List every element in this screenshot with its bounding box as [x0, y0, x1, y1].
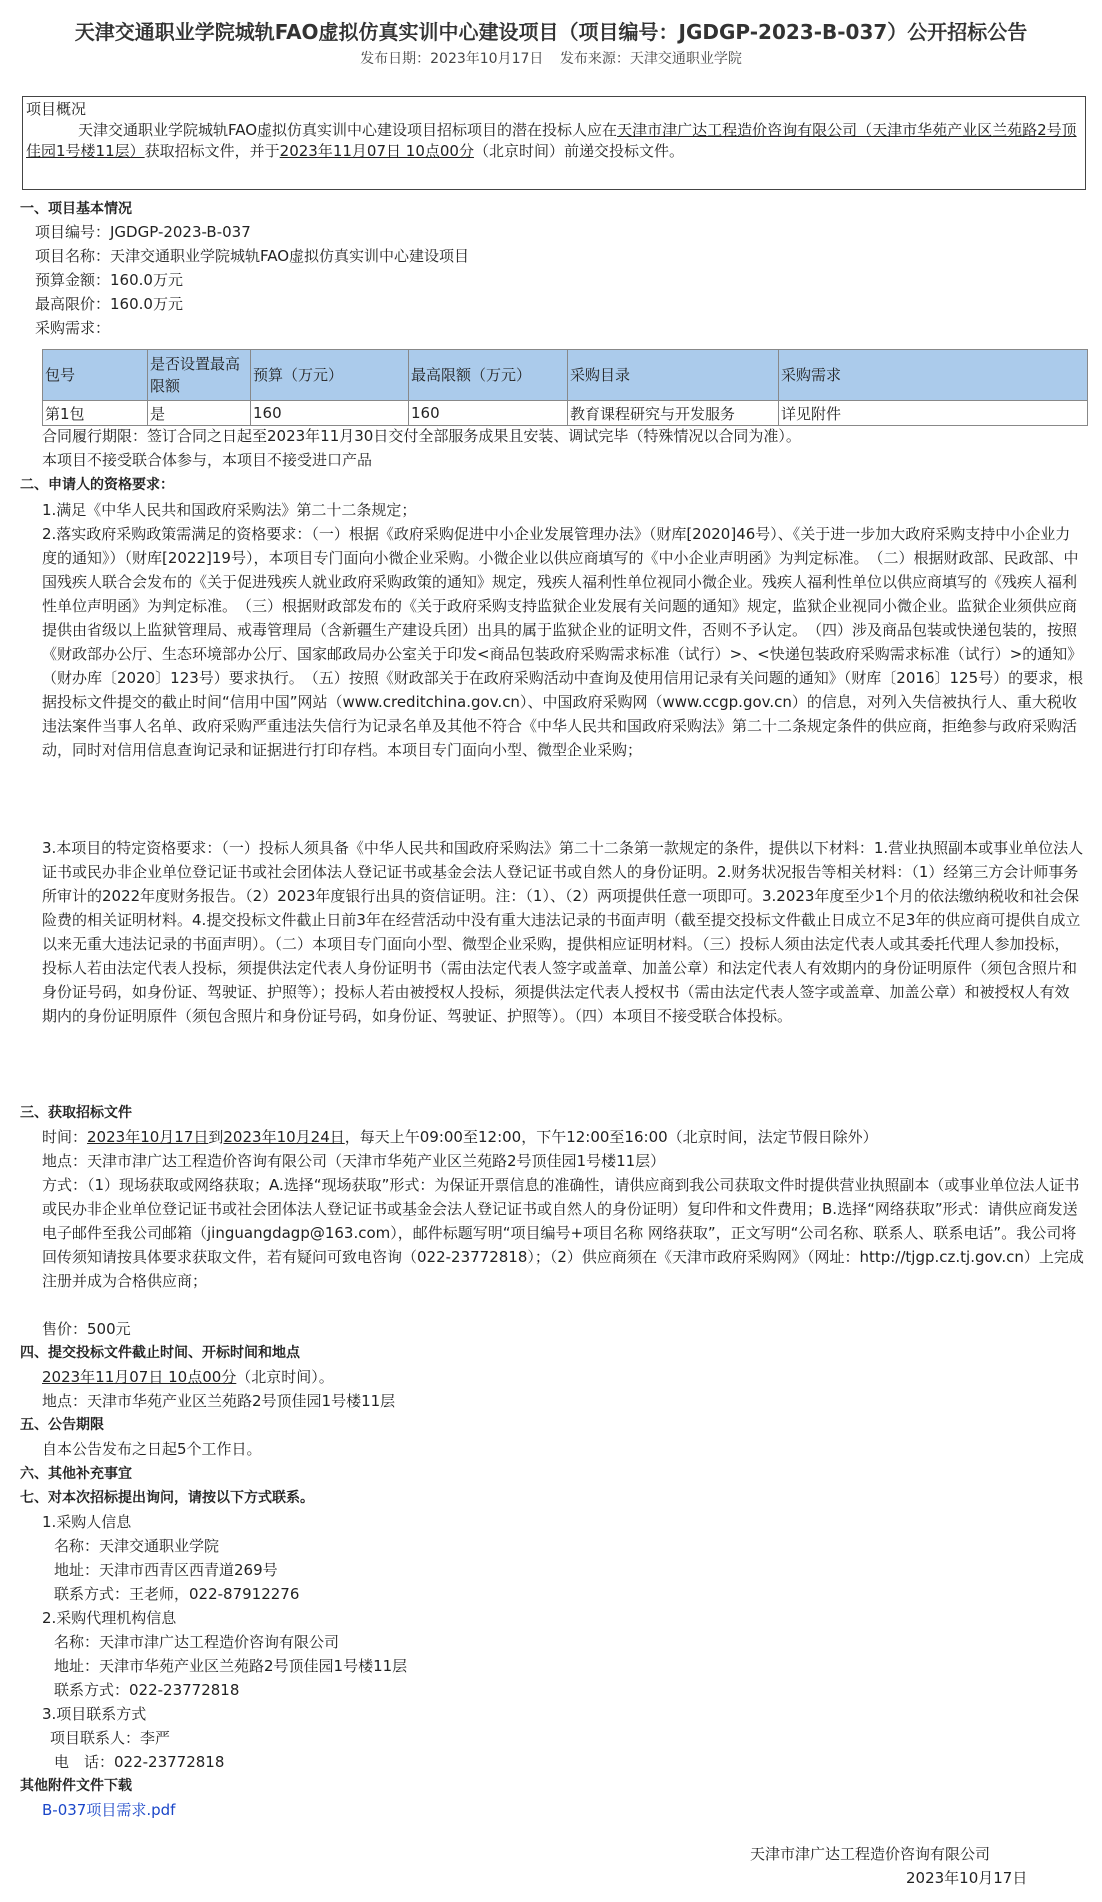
qualification-3: 3.本项目的特定资格要求：（一）投标人须具备《中华人民共和国政府采购法》第二十二条第一款规定的条件，提供以下材料：1.营业执照副本或事业单位法人证书或民办非企业单位登记证书或社会团体法人登记证书或基金会法人登记证书或自然人的身份证明。2.财务状况报告等相关材料：（1）经第三方会计师事务所审计的2022年度财务报告。（2）2023年度银行出具的资信证明。注：（1）、（2）两项提供任意一项即可。3.2023年度至少1个月的依法缴纳税收和社会保险费的相关证明材料。4.提交投标文件截止日前3年在经营活动中没有重大违法记录的书面声明（截至提交投标文件截止日成立不足3年的供应商可提供自成立以来无重大违法记录的书面声明）。（二）本项目专门面向小型、微型企业采购，提供相应证明材料。（三）投标人须由法定代表人或其委托代理人参加投标，投标人若由法定代表人投标，须提供法定代表人身份证明书（需由法定代表人签字或盖章、加盖公章）和法定代表人有效期内的身份证明原件（须包含照片和身份证号码，如身份证、驾驶证、护照等）；投标人若由被授权人投标，须提供法定代表人授权书（需由法定代表人签字或盖章、加盖公章）和被授权人有效期内的身份证明原件（须包含照片和身份证号码，如身份证、驾驶证、护照等）。（四）本项目不接受联合体投标。 — [42, 839, 1084, 1025]
table-cell: 160 — [251, 401, 409, 426]
table-header-cell: 采购需求 — [779, 350, 1088, 401]
section-3-heading: 三、获取招标文件 — [20, 1105, 132, 1121]
contract-period: 合同履行期限：签订合同之日起至2023年11月30日交付全部服务成果且安装、调试完毕（特殊情况以合同为准）。 — [42, 427, 801, 445]
table-cell: 是 — [148, 401, 251, 426]
attachment-item — [42, 1798, 175, 1822]
table-cell: 第1包 — [43, 401, 148, 426]
bid-deadline-time: 2023年11月07日 10点00分 — [42, 1368, 237, 1386]
agent-address: 地址：天津市华苑产业区兰苑路2号顶佳园1号楼11层 — [54, 1657, 408, 1675]
table-cell: 160 — [409, 401, 568, 426]
table-header-row — [43, 350, 1088, 401]
acquire-time-to: 到 — [208, 1128, 224, 1146]
overview-text-2: 获取招标文件，并于 — [144, 142, 280, 160]
overview-text-1: 天津交通职业学院城轨FAO虚拟仿真实训中心建设项目招标项目的潜在投标人应在 — [78, 121, 618, 139]
section-6-heading: 六、其他补充事宜 — [20, 1466, 132, 1482]
table-header-cell: 是否设置最高限额 — [148, 350, 251, 401]
project-name: 项目名称：天津交通职业学院城轨FAO虚拟仿真实训中心建设项目 — [35, 247, 470, 265]
page-title: 天津交通职业学院城轨FAO虚拟仿真实训中心建设项目（项目编号：JGDGP-2023-B-037）公开招标公告 — [74, 20, 1028, 44]
section-7-heading: 七、对本次招标提出询问，请按以下方式联系。 — [20, 1490, 314, 1506]
overview-text — [26, 120, 1082, 162]
demand-label: 采购需求： — [35, 319, 111, 337]
buyer-contact: 联系方式：王老师，022-87912276 — [54, 1585, 300, 1603]
consortium-note: 本项目不接受联合体参与，本项目不接受进口产品 — [42, 451, 373, 469]
notice-period: 自本公告发布之日起5个工作日。 — [42, 1440, 262, 1458]
qualification-1: 1.满足《中华人民共和国政府采购法》第二十二条规定； — [42, 501, 417, 519]
agent-name: 名称：天津市津广达工程造价咨询有限公司 — [54, 1633, 340, 1651]
bid-location: 地点：天津市华苑产业区兰苑路2号顶佳园1号楼11层 — [42, 1392, 396, 1410]
overview-deadline: 2023年11月07日 10点00分 — [279, 142, 474, 160]
table-header-cell: 采购目录 — [568, 350, 779, 401]
project-contact-person: 项目联系人：李严 — [50, 1729, 171, 1747]
procurement-table — [42, 349, 1088, 426]
table-header-cell: 最高限额（万元） — [409, 350, 568, 401]
budget-amount: 预算金额：160.0万元 — [35, 271, 183, 289]
table-cell: 详见附件 — [779, 401, 1088, 426]
agent-info-title: 2.采购代理机构信息 — [42, 1609, 177, 1627]
agent-contact: 联系方式：022-23772818 — [54, 1681, 240, 1699]
acquire-method: 方式：（1）现场获取或网络获取；A.选择“现场获取”形式：为保证开票信息的准确性，请供应商到我公司获取文件时提供营业执照副本（或事业单位法人证书或民办非企业单位登记证书或社会团体法人登记证书或基金会法人登记证书或自然人的身份证明）复印件和文件费用；B.选择“网络获取”形式：请供应商发送电子邮件至我公司邮箱（jinguangdagp@163.com），邮件标题写明“项目编号+项目名称 网络获取”，正文写明“公司名称、联系人、联系电话”。我公司将回传须知请按具体要求获取文件，若有疑问可致电咨询（022-23772818）；（2）供应商须在《天津市政府采购网》（网址：http://tjgp.cz.tj.gov.cn）上完成注册并成为合格供应商； — [42, 1176, 1084, 1290]
overview-label: 项目概况 — [26, 100, 87, 118]
section-2-heading: 二、申请人的资格要求： — [20, 477, 174, 493]
bid-deadline — [42, 1365, 334, 1389]
acquire-location: 地点：天津市津广达工程造价咨询有限公司（天津市华苑产业区兰苑路2号顶佳园1号楼11层） — [42, 1152, 666, 1170]
signature-company: 天津市津广达工程造价咨询有限公司 — [750, 1845, 991, 1863]
acquire-time — [42, 1125, 878, 1149]
publish-meta — [0, 48, 1102, 68]
acquire-time-end: 2023年10月24日 — [223, 1128, 345, 1146]
table-row — [43, 401, 1088, 426]
project-code: 项目编号：JGDGP-2023-B-037 — [35, 223, 251, 241]
section-1-heading: 一、项目基本情况 — [20, 201, 132, 217]
table-header-cell: 包号 — [43, 350, 148, 401]
bid-deadline-suffix: （北京时间）。 — [236, 1368, 334, 1386]
publish-source: 发布来源：天津交通职业学院 — [559, 51, 742, 67]
section-4-heading: 四、提交投标文件截止时间、开标时间和地点 — [20, 1345, 300, 1361]
overview-text-3: （北京时间）前递交投标文件。 — [473, 142, 684, 160]
project-contact-phone: 电 话：022-23772818 — [54, 1753, 225, 1771]
buyer-name: 名称：天津交通职业学院 — [54, 1537, 220, 1555]
buyer-info-title: 1.采购人信息 — [42, 1513, 132, 1531]
attachment-link[interactable]: B-037项目需求.pdf — [42, 1801, 176, 1819]
overview-place: 天津市津广达工程造价咨询有限公司（天津市华苑产业区兰苑路2号顶佳园1号楼11层） — [26, 121, 1077, 160]
buyer-address: 地址：天津市西青区西青道269号 — [54, 1561, 278, 1579]
acquire-time-rest: ，每天上午09:00至12:00，下午12:00至16:00（北京时间，法定节假日除外） — [344, 1128, 878, 1146]
qualification-2: 2.落实政府采购政策需满足的资格要求：（一）根据《政府采购促进中小企业发展管理办法》（财库[2020]46号）、《关于进一步加大政府采购支持中小企业力度的通知》）（财库[2022]19号），本项目专门面向小微企业采购。小微企业以供应商填写的《中小企业声明函》为判定标准。 （二）根据财政部、民政部、中国残疾人联合会发布的《关于促进残疾人就业政府采购政策的通知》规定，残疾人福利性单位视同小微企业。残疾人福利性单位以供应商填写的《残疾人福利性单位声明函》为判定标准。 （三）根据财政部发布的《关于政府采购支持监狱企业发展有关问题的通知》规定，监狱企业视同小微企业。监狱企业须供应商提供由省级以上监狱管理局、戒毒管理局（含新疆生产建设兵团）出具的属于监狱企业的证明文件，否则不予认定。 （四）涉及商品包装或快递包装的，按照《财政部办公厅、生态环境部办公厅、国家邮政局办公室关于印发<商品包装政府采购需求标准（试行）>、<快递包装政府采购需求标准（试行）>的通知》（财办库〔2020〕123号）要求执行。 （五）按照《财政部关于在政府采购活动中查询及使用信用记录有关问题的通知》（财库〔2016〕125号）的要求，根据投标文件提交的截止时间“信用中国”网站（www.creditchina.gov.cn）、中国政府采购网（www.ccgp.gov.cn）的信息，对列入失信被执行人、重大税收违法案件当事人名单、政府采购严重违法失信行为记录名单及其他不符合《中华人民共和国政府采购法》第二十二条规定条件的供应商，拒绝参与政府采购活动，同时对信用信息查询记录和证据进行打印存档。本项目专门面向小型、微型企业采购； — [42, 525, 1084, 759]
max-price: 最高限价：160.0万元 — [35, 295, 183, 313]
signature-date: 2023年10月17日 — [906, 1869, 1028, 1887]
section-5-heading: 五、公告期限 — [20, 1417, 104, 1433]
acquire-time-label: 时间： — [42, 1128, 88, 1146]
table-cell: 教育课程研究与开发服务 — [568, 401, 779, 426]
acquire-time-start: 2023年10月17日 — [87, 1128, 209, 1146]
project-contact-title: 3.项目联系方式 — [42, 1705, 147, 1723]
publish-date: 发布日期：2023年10月17日 — [360, 51, 544, 67]
attachments-heading: 其他附件文件下载 — [20, 1778, 132, 1794]
document-price: 售价：500元 — [42, 1320, 131, 1338]
table-header-cell: 预算（万元） — [251, 350, 409, 401]
project-overview-box — [22, 96, 1086, 190]
